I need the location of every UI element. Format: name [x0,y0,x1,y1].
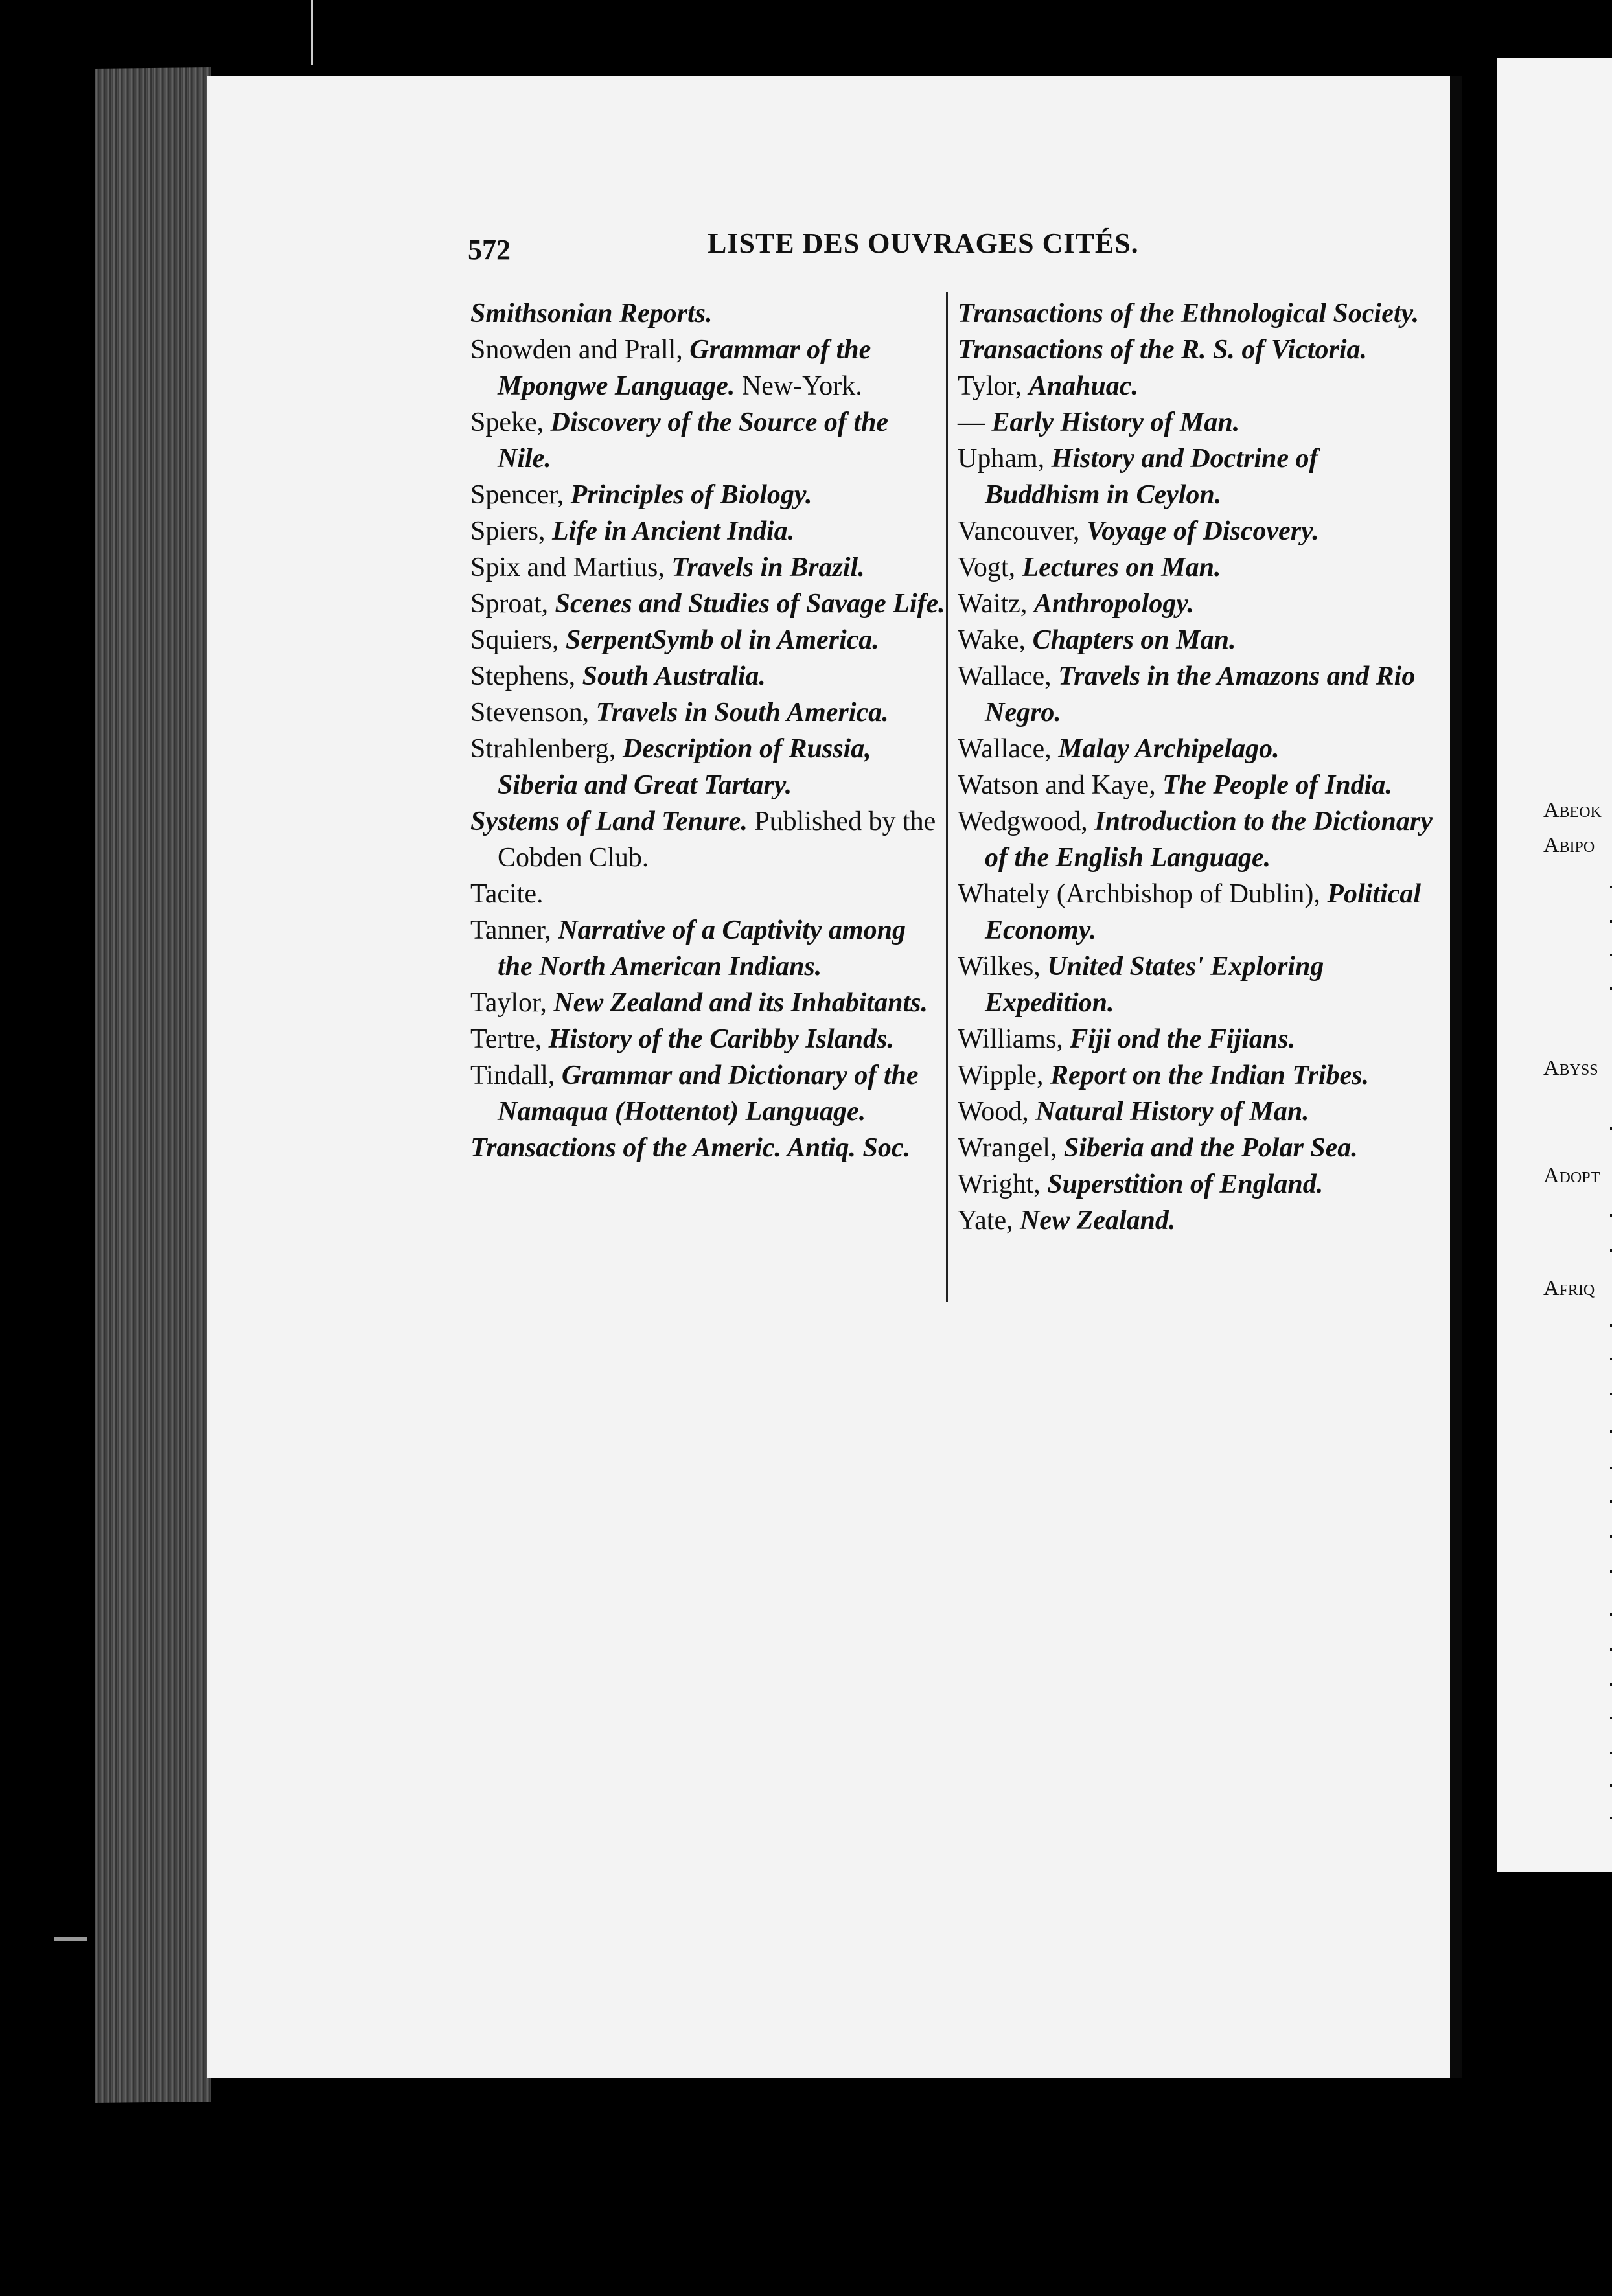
bibliography-entry: Tindall, Grammar and Dictionary of the Namaqua (Hottentot) Language. [470,1061,919,1127]
page-number: 572 [468,234,511,266]
bibliography-entry: Snowden and Prall, Grammar of the Mpongwe Language. New-York. [470,335,871,401]
bibliography-entry: — Early History of Man. [958,408,1240,437]
bibliography-entry: Speke, Discovery of the Source of the Nile. [470,408,889,474]
bibliography-entry: Stevenson, Travels in South America. [470,698,889,728]
next-page-word: Abyss [1543,1056,1598,1080]
next-page [1497,58,1612,1872]
bibliography-entry: Transactions of the Ethnological Society. [958,299,1420,328]
bibliography-entry: Tacite. [470,879,544,909]
bibliography-entry: Vogt, Lectures on Man. [958,553,1221,582]
next-page-word: Adopt [1543,1164,1600,1188]
bibliography-entry: Spencer, Principles of Biology. [470,480,812,510]
bibliography-entry: Systems of Land Tenure. Published by the Cobden Club. [470,807,936,873]
bibliography-entry: Wrangel, Siberia and the Polar Sea. [958,1133,1358,1163]
bibliography-entry: Watson and Kaye, The People of India. [958,770,1392,800]
bibliography-entry: Spix and Martius, Travels in Brazil. [470,553,865,582]
bibliography-entry: Wood, Natural History of Man. [958,1097,1309,1127]
bibliography-entry: Strahlenberg, Description of Russia, Siberia and Great Tartary. [470,734,871,800]
bibliography-entry: Yate, New Zealand. [958,1206,1176,1235]
bibliography-entry: Tertre, History of the Caribby Islands. [470,1024,894,1054]
bibliography-entry: Tylor, Anahuac. [958,371,1138,401]
next-page-word: Abipo [1543,833,1595,857]
bibliography-entry: Spiers, Life in Ancient India. [470,516,795,546]
book-page-edges [95,67,211,2103]
column-divider [946,292,948,1302]
corner-mark [54,1937,87,1941]
bibliography-entry: Wilkes, United States' Exploring Expedition. [958,952,1324,1018]
bibliography-entry: Vancouver, Voyage of Discovery. [958,516,1319,546]
right-column [958,295,1434,1239]
bibliography-entry: Smithsonian Reports. [470,299,713,328]
bibliography-entry: Wedgwood, Introduction to the Dictionary of the English Language. [958,807,1433,873]
bibliography-entry: Waitz, Anthropology. [958,589,1194,619]
scan-line [311,0,313,65]
left-column [470,295,947,1166]
bibliography-entry: Transactions of the Americ. Antiq. Soc. [470,1133,911,1163]
bibliography-entry: Wallace, Travels in the Amazons and Rio Negro. [958,661,1416,728]
next-page-word: Afriq [1543,1276,1595,1300]
bibliography-entry: Sproat, Scenes and Studies of Savage Life. [470,589,945,619]
bibliography-entry: Wake, Chapters on Man. [958,625,1236,655]
bibliography-entry: Wright, Superstition of England. [958,1169,1324,1199]
bibliography-entry: Whately (Archbishop of Dublin), Political Economy. [958,879,1422,945]
bibliography-entry: Wipple, Report on the Indian Tribes. [958,1061,1369,1090]
bibliography-entry: Squiers, SerpentSymb ol in America. [470,625,879,655]
bibliography-entry: Upham, History and Doctrine of Buddhism in Ceylon. [958,444,1318,510]
bibliography-entry: Stephens, South Australia. [470,661,766,691]
next-page-word: Abeok [1543,798,1602,822]
bibliography-entry: Wallace, Malay Archipelago. [958,734,1280,764]
bibliography-entry: Tanner, Narrative of a Captivity among the North American Indians. [470,915,906,982]
running-head: LISTE DES OUVRAGES CITÉS. [708,227,1139,259]
bibliography-entry: Taylor, New Zealand and its Inhabitants. [470,988,928,1018]
bibliography-entry: Transactions of the R. S. of Victoria. [958,335,1368,365]
bibliography-entry: Williams, Fiji ond the Fijians. [958,1024,1296,1054]
